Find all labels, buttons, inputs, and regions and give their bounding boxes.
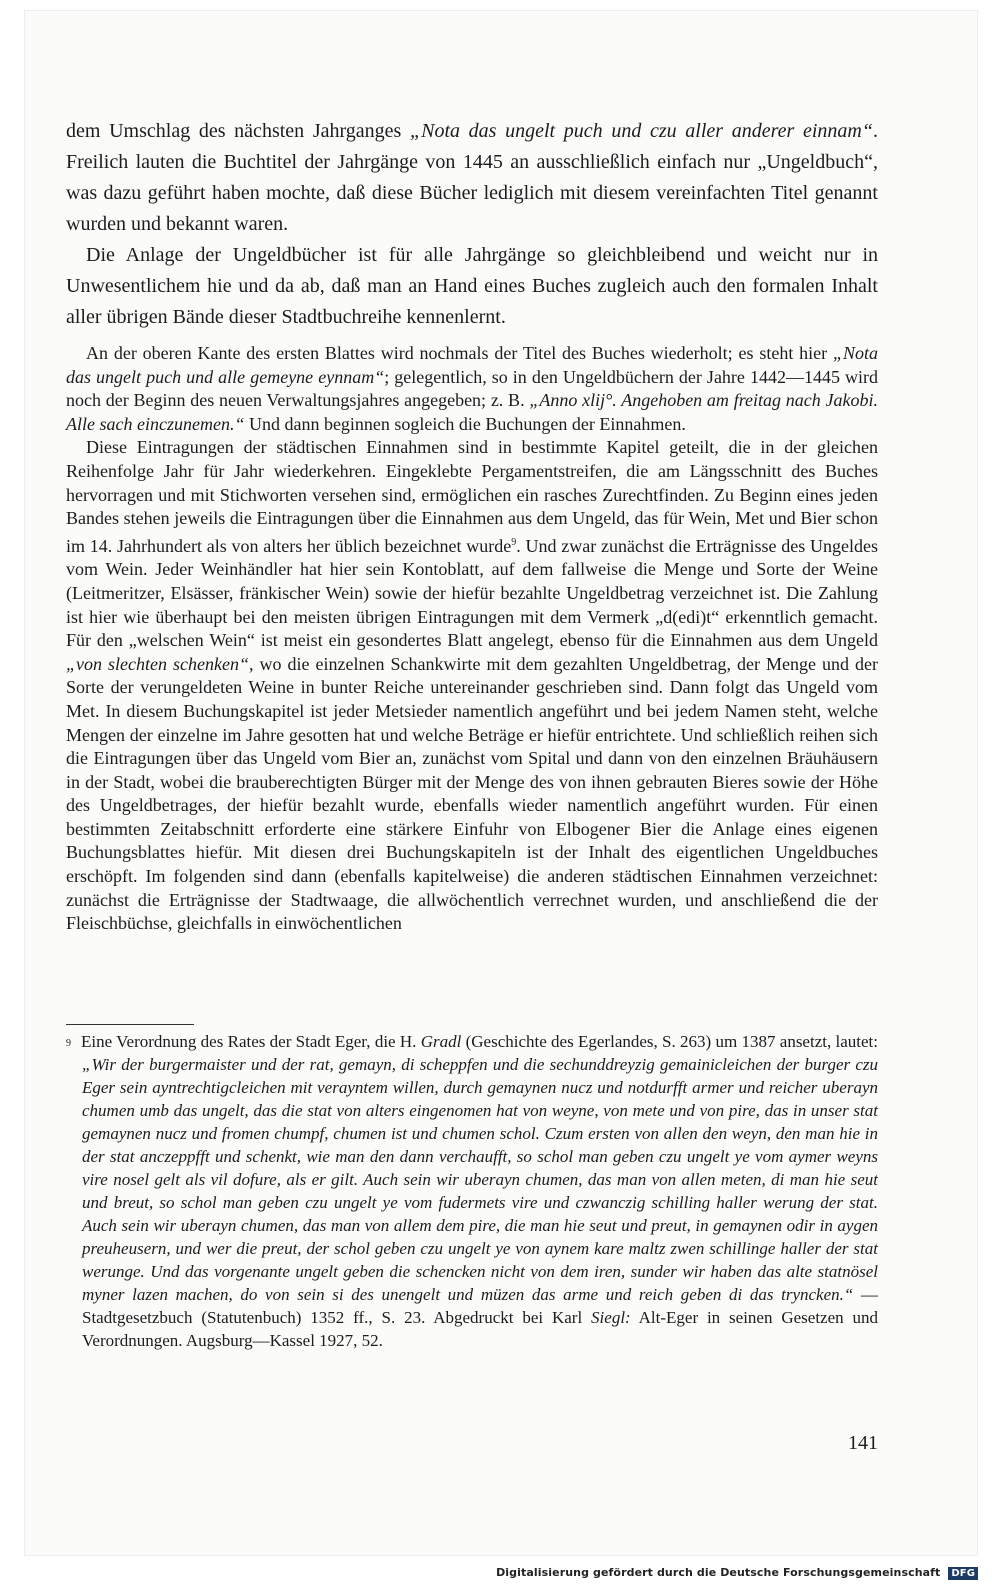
funding-note-text: Digitalisierung gefördert durch die Deutsche Forschungsgemeinschaft: [496, 1566, 941, 1579]
footnote-reference: 9: [511, 536, 517, 548]
funding-note: [496, 1566, 978, 1580]
text-run: . Und zwar zunächst die Erträgnisse des Ungeldes vom Wein. Jeder Weinhändler hat hier sein Kontoblatt, auf dem fallweise die Menge und Sorte der Weine (Leitmeritzer, Elsässer, fränkischer Wein) sowie der hiefür bezahlte Ungeldbetrag verzeichnet ist. Die Zahlung ist hier wie überhaupt bei den meisten übrigen Eintragungen mit dem Vermerk „d(edi)t“ erkenntlich gemacht. Für den „welschen Wein“ ist meist ein gesondertes Blatt angelegt, ebenso für die Einnahmen aus dem Ungeld: [66, 535, 878, 651]
footnote-rule: [66, 1024, 194, 1025]
text-run: , wo die einzelnen Schankwirte mit dem gezahlten Ungeldbetrag, der Menge und der Sorte der verungeldeten Weine in bunter Reiche untereinander geschrieben sind. Dann folgt das Ungeld vom Met. In diesem Buchungskapitel ist jeder Metsieder namentlich angeführt und bei jedem Namen steht, welche Mengen der einzelne im Jahre gesotten hat und welche Beträge er hiefür entrichtete. Und schließlich reihen sich die Eintragungen über das Ungeld vom Bier an, zunächst vom Spital und dann von den einzelnen Bräuhäusern in der Stadt, wobei die brauberechtigten Bürger mit der Menge des von ihnen gebrauten Bieres sowie der Höhe des Ungeldbetrages, der hiefür bezahlt wurde, ebenfalls wieder namentlich angeführt wurden. Für einen bestimmten Zeitabschnitt erforderte eine stärkere Einfuhr von Elbogener Bier die Anlage eines eigenen Buchungsblattes hiefür. Mit diesen drei Buchungskapiteln ist der Inhalt des eigentlichen Ungeldbuches erschöpft. Im folgenden sind dann (ebenfalls kapitelweise) die anderen städtischen Einnahmen verzeichnet: zunächst die Erträgnisse der Stadtwaage, die allwöchentlich verrechnet wurden, und anschließend die der Fleischbüchse, gleichfalls in einwöchentlichen: [66, 653, 878, 934]
text-run: Eine Verordnung des Rates der Stadt Eger, die H.: [81, 1032, 421, 1051]
detail-paragraph: [66, 342, 878, 436]
page-number: 141: [848, 1432, 878, 1454]
italic-text: „Nota das ungelt puch und alle gemeyne eynnam“: [66, 343, 878, 387]
text-run: Und dann beginnen sogleich die Buchungen der Einnahmen.: [244, 413, 686, 434]
text-run: Alt-Eger in seinen Gesetzen und Verordnungen. Augsburg—Kassel 1927, 52.: [82, 1308, 878, 1350]
text-run: Die Anlage der Ungeldbücher ist für alle Jahrgänge so gleichbleibend und weicht nur in Unwesentlichem hie und da ab, daß man an Hand eines Buches zugleich auch den formalen Inhalt aller übrigen Bände dieser Stadtbuchreihe kennenlernt.: [66, 244, 878, 328]
text-run: dem Umschlag des nächsten Jahrganges: [66, 120, 410, 142]
footnote-9: [66, 1030, 878, 1352]
footnote-number: 9: [66, 1038, 71, 1049]
italic-text: Gradl: [420, 1032, 462, 1051]
italic-text: „Wir der burgermaister und der rat, gemayn, di scheppfen und die sechunddreyzig gemainicleichen der burger czu Eger sein ayntrechtigcleichen mit verayntem willen, durch gemaynen nucz und notdurfft armer und reicher uberayn chumen umb das ungelt, das die stat von alters eingenomen hat von weyne, von mete und von pire, das in unser stat gemaynen nucz und fromen chumpf, chumen ist und chumen schol. Czum ersten von allen den weyn, den man hie in der stat anczeppfft und schenkt, wie man den dann verchaufft, so schol man geben czu ungelt ye vom aymer weyns vire nosel gelt als vil dofure, als er gilt. Auch sein wir uberayn chumen, das man von allen meten, di man hie seut und breut, so schol man geben czu ungelt ye vom fudermets vire und czwanczig schilling haller werung der stat. Auch sein wir uberayn chumen, das man von allem dem pire, die man hie seut und preut, in gemaynen odir in aygen preuheusern, und wer die preut, der schol geben czu ungelt ye von aynem kare maltz zwen schillinge haller der stat werunge. Und das vorgenante ungelt geben die schencken nicht von dem iren, sunder wir haben das alte statnösel myner lazen machen, do von sein si des unengelt und müzen das arme und reich geben di das tryncken.“: [82, 1055, 878, 1304]
text-run: ; gelegentlich, so in den Ungeldbüchern der Jahre 1442—1445 wird noch der Beginn des neuen Verwaltungsjahres angegeben; z. B.: [66, 366, 878, 411]
footnote: [66, 1030, 878, 1352]
main-paragraph: [66, 240, 878, 333]
text-run: Diese Eintragungen der städtischen Einnahmen sind in bestimmte Kapitel geteilt, die in der gleichen Reihenfolge Jahr für Jahr wiederkehren. Eingeklebte Pergamentstreifen, die am Längsschnitt des Buches hervorragen und mit Stichworten versehen sind, ermöglichen ein rasches Zurechtfinden. Zu Beginn eines jeden Bandes stehen jeweils die Eintragungen über die Einnahmen aus dem Ungeld, das für Wein, Met und Bier schon im 14. Jahrhundert als von alters her üblich bezeichnet wurde: [66, 437, 878, 556]
text-run: An der oberen Kante des ersten Blattes wird nochmals der Titel des Buches wiederholt; es steht hier: [86, 343, 833, 363]
main-paragraph: [66, 116, 878, 240]
text-run: . Freilich lauten die Buchtitel der Jahrgänge von 1445 an ausschließlich einfach nur „Ungeldbuch“, was dazu geführt haben mochte, daß diese Bücher lediglich mit diesem vereinfachten Titel genannt wurden und bekannt waren.: [66, 120, 878, 235]
detail-paragraph: [66, 436, 878, 935]
dfg-logo: DFG: [948, 1567, 978, 1580]
detail-text: [66, 342, 878, 936]
main-text: [66, 116, 878, 333]
text-run: (Geschichte des Egerlandes, S. 263) um 1387 ansetzt, lautet:: [461, 1032, 878, 1051]
italic-text: Siegl:: [591, 1308, 631, 1327]
italic-text: „von slechten schenken“: [66, 653, 249, 674]
text-run: — Stadtgesetzbuch (Statutenbuch) 1352 ff., S. 23. Abgedruckt bei Karl: [82, 1285, 878, 1327]
italic-text: „Nota das ungelt puch und czu aller anderer einnam“: [409, 120, 873, 142]
italic-text: „Anno xlij°. Angehoben am freitag nach Jakobi. Alle sach einczunemen.“: [66, 390, 878, 434]
